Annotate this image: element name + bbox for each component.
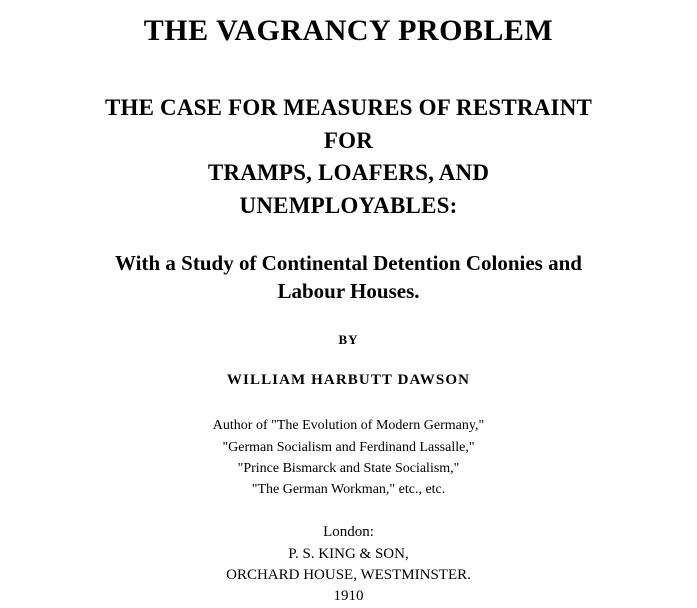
other-works-line-2: "German Socialism and Ferdinand Lassalle,": [222, 439, 475, 455]
other-works-line-1: Author of "The Evolution of Modern Germany,": [212, 418, 485, 434]
study-line-1: With a Study of Continental Detention Colonies and: [115, 250, 582, 275]
imprint-block: [40, 522, 657, 607]
publication-year: 1910: [333, 588, 364, 605]
study-line-2: Labour Houses.: [277, 278, 420, 303]
other-works-line-3: "Prince Bismarck and State Socialism,": [237, 460, 460, 476]
other-works-block: [40, 415, 657, 500]
page-title: THE VAGRANCY PROBLEM: [143, 14, 554, 47]
author-name: WILLIAM HARBUTT DAWSON: [226, 372, 471, 389]
by-label: BY: [338, 332, 359, 348]
subtitle-line-4: UNEMPLOYABLES:: [239, 192, 458, 218]
study-block: [40, 249, 657, 306]
imprint-publisher: P. S. KING & SON,: [288, 545, 409, 562]
subtitle-line-3: TRAMPS, LOAFERS, AND: [207, 160, 490, 186]
other-works-line-4: "The German Workman," etc., etc.: [251, 482, 446, 498]
subtitle-line-2: FOR: [323, 127, 374, 153]
imprint-address: ORCHARD HOUSE, WESTMINSTER.: [226, 566, 471, 583]
subtitle-block: [40, 92, 657, 223]
imprint-city: London:: [323, 524, 374, 541]
subtitle-line-1: THE CASE FOR MEASURES OF RESTRAINT: [104, 95, 593, 120]
